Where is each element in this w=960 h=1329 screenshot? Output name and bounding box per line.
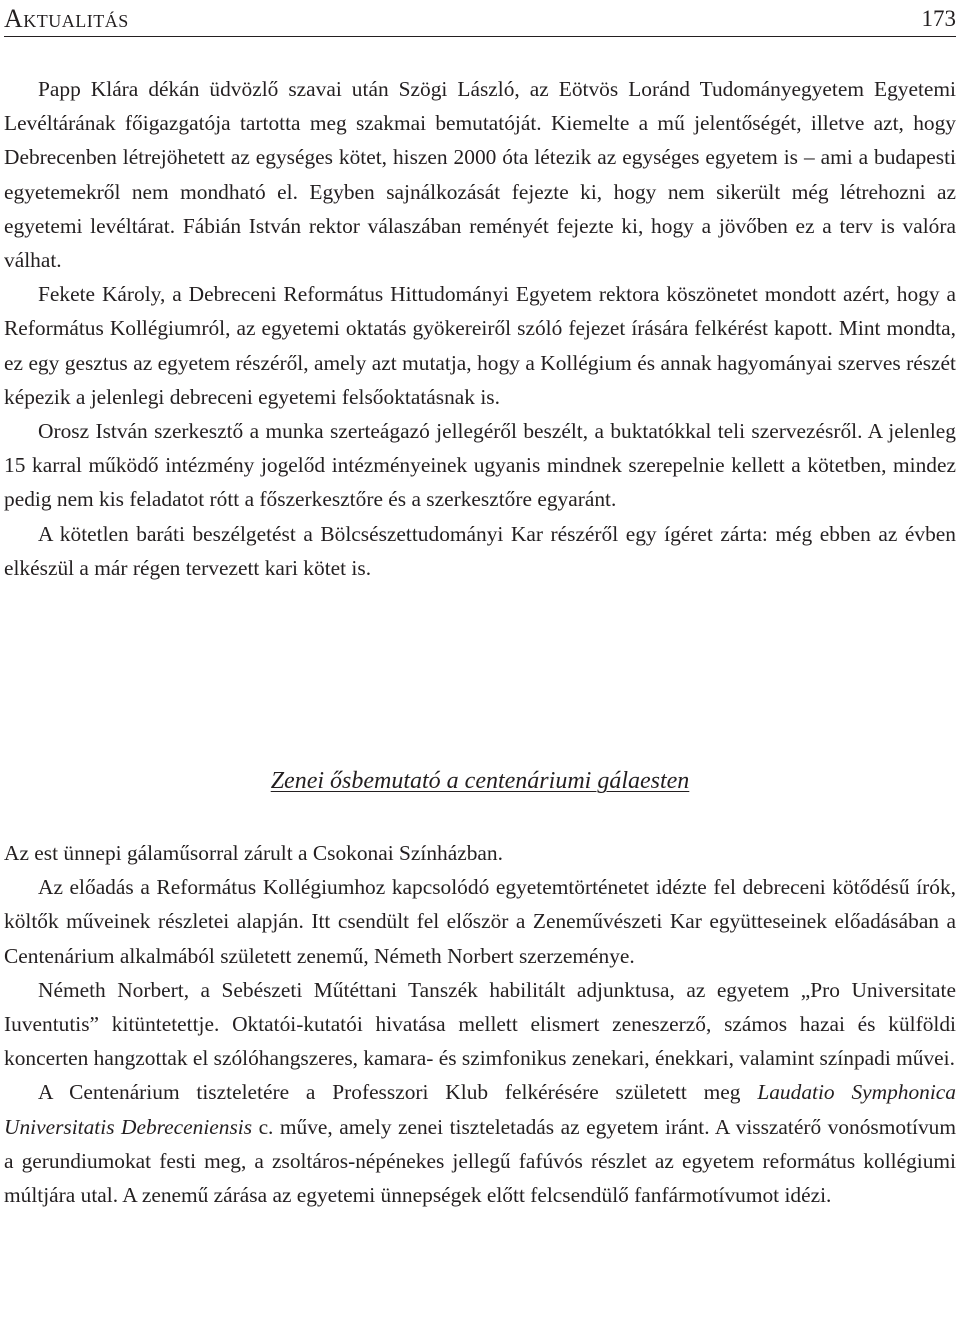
paragraph: Fekete Károly, a Debreceni Református Hittudományi Egyetem rektora köszönetet mondott azért, hogy a Református Kollégiumról, az egyetemi oktatás gyökereiről szóló fejezet írására felkérést kapott. Mint mondta, ez egy gesztus az egyetem részéről, amely azt mutatja, hogy a Kollégium és annak hagyományai szerves részét képezik a jelenlegi debreceni egyetemi felsőoktatásnak is. xyxy=(4,282,956,409)
paragraph xyxy=(4,1075,956,1212)
paragraph-text: c. műve, amely zenei tiszteletadás az egyetem iránt. A visszatérő vonósmotívum a gerundiumokat festi meg, a zsoltáros-népénekes jellegű fafúvós részlet az egyetem református kollégiumi múltjára utal. A zenemű zárása az egyetemi ünnepségek előtt felcsendülő fanfármotívumot idézi. xyxy=(4,1114,956,1208)
paragraph: Orosz István szerkesztő a munka szerteágazó jellegéről beszélt, a buktatókkal teli szervezésről. A jelenleg 15 karral működő intézmény jogelőd intézményeinek ugyanis mindnek szerepelnie kellett a kötetben, mindez pedig nem kis feladatot rótt a főszerkesztőre és a szerkesztőre egyaránt. xyxy=(4,419,956,512)
paragraph-text: A Centenárium tiszteletére a Professzori Klub felkérésére született meg xyxy=(38,1080,758,1105)
paragraph: Az előadás a Református Kollégiumhoz kapcsolódó egyetemtörténetet idézte fel debreceni kötődésű írók, költők műveinek részletei alapján. Itt csendült fel először a Zeneművészeti Kar együtteseinek előadásában a Centenárium alkalmából született zenemű, Németh Norbert szerzeménye. xyxy=(4,875,956,968)
paragraph: Németh Norbert, a Sebészeti Műtéttani Tanszék habilitált adjunktusa, az egyetem „Pro Universitate Iuventutis” kitüntetettje. Oktatói-kutatói hivatása mellett elismert zeneszerző, számos hazai és külföldi koncerten hangzottak el szólóhangszeres, kamara- és szimfonikus zenekari, énekkari, valamint színpadi művei. xyxy=(4,977,956,1071)
section-title: Aktualitás xyxy=(4,4,129,33)
paragraph: Papp Klára dékán üdvözlő szavai után Szögi László, az Eötvös Loránd Tudományegyetem Egyetemi Levéltárának főigazgatója tartotta meg szakmai bemutatóját. Kiemelte a mű jelentőségét, illetve azt, hogy Debrecenben létrejöhetett az egységes kötet, hiszen 2000 óta létezik az egységes egyetem is – ami a budapesti egyetemekről nem mondható el. Egyben sajnálkozását fejezte ki, hogy nem sikerült még létrehozni az egyetemi levéltárat. Fábián István rektor válaszában reményét fejezte ki, hogy a jövőben ez a terv is valóra válhat. xyxy=(4,77,956,273)
article-body-top xyxy=(4,72,956,585)
paragraph: A kötetlen baráti beszélgetést a Bölcsészettudományi Kar részéről egy ígéret zárta: még ebben az évben elkészül a már régen tervezett kari kötet is. xyxy=(4,521,956,580)
article-body-bottom xyxy=(4,836,956,1212)
work-title: Laudatio Symphonica Universitatis Debreceniensis xyxy=(4,1080,956,1139)
running-header xyxy=(4,2,956,37)
section-subheading: Zenei ősbemutató a centenáriumi gálaesten xyxy=(270,768,690,794)
paragraph: Az est ünnepi gálaműsorral zárult a Csokonai Színházban. xyxy=(4,841,503,865)
page-number: 173 xyxy=(921,6,956,31)
